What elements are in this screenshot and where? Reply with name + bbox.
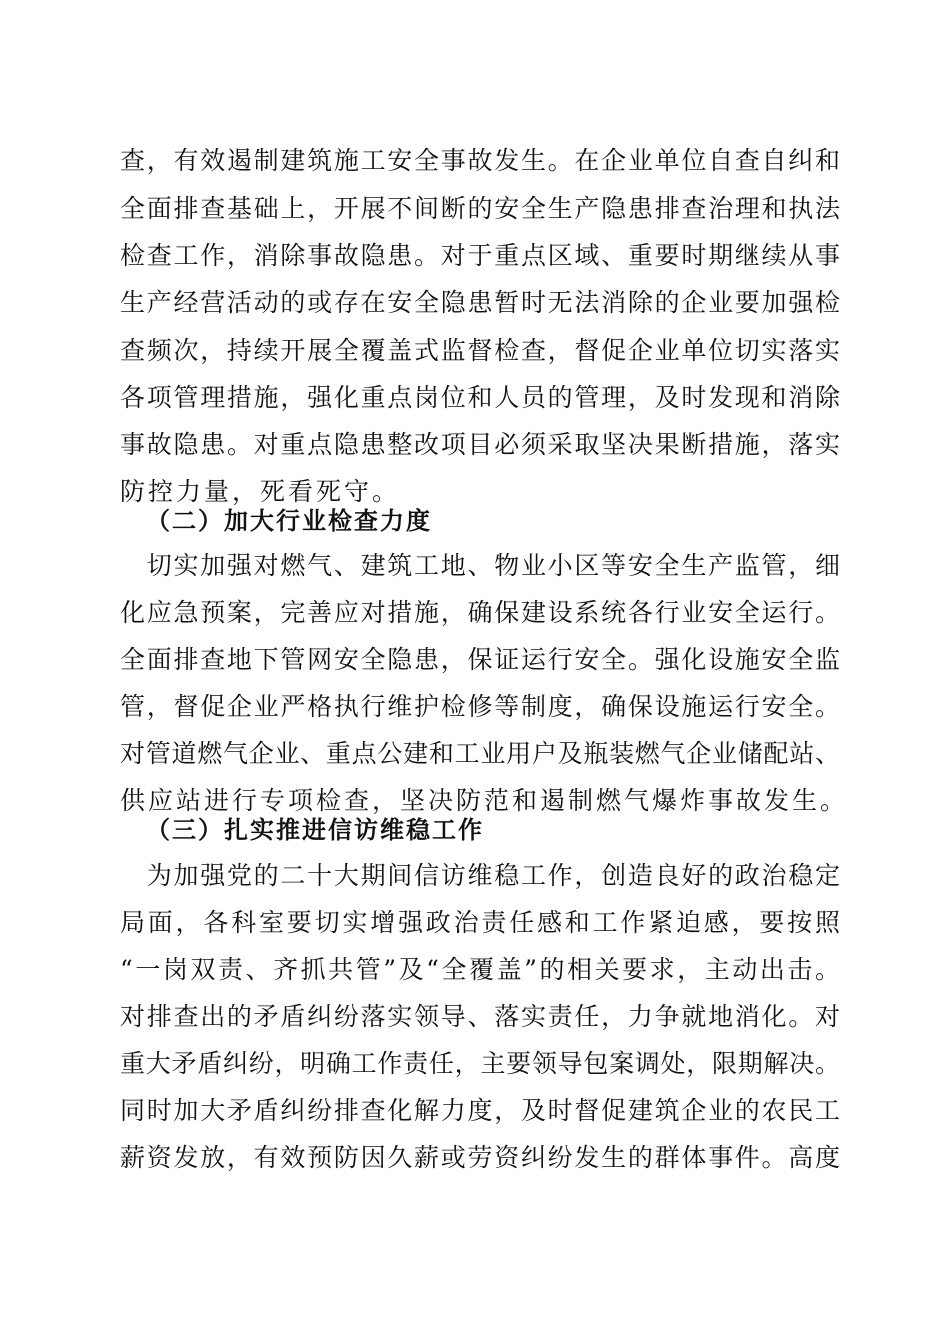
- para1-line-6: 各项管理措施，强化重点岗位和人员的管理，及时发现和消除: [120, 383, 840, 412]
- para3-line-7: 薪资发放，有效预防因久薪或劳资纠纷发生的群体事件。高度: [120, 1143, 840, 1172]
- para1-line-3: 检查工作，消除事故隐患。对于重点区域、重要时期继续从事: [120, 241, 840, 270]
- para1-line-4: 生产经营活动的或存在安全隐患暂时无法消除的企业要加强检: [120, 288, 840, 317]
- section-heading-3: （三）扎实推进信访维稳工作: [146, 815, 484, 844]
- para2-line-6: 供应站进行专项检查，坚决防范和遏制燃气爆炸事故发生。: [120, 786, 849, 815]
- para3-line-1: 为加强党的二十大期间信访维稳工作，创造良好的政治稳定: [120, 861, 840, 890]
- para3-line-2: 局面，各科室要切实增强政治责任感和工作紧迫感，要按照: [120, 908, 840, 937]
- para2-line-4: 管，督促企业严格执行维护检修等制度，确保设施运行安全。: [120, 692, 840, 721]
- para2-line-1: 切实加强对燃气、建筑工地、物业小区等安全生产监管，细: [120, 551, 840, 580]
- para1-line-2: 全面排查基础上，开展不间断的安全生产隐患排查治理和执法: [120, 194, 840, 223]
- para2-line-5: 对管道燃气企业、重点公建和工业用户及瓶装燃气企业储配站、: [120, 739, 840, 768]
- para1-line-8: 防控力量，死看死守。: [120, 477, 401, 506]
- para2-line-3: 全面排查地下管网安全隐患，保证运行安全。强化设施安全监: [120, 645, 840, 674]
- para3-line-3: “一岗双责、齐抓共管”及“全覆盖”的相关要求，主动出击。: [120, 955, 840, 984]
- para2-line-2: 化应急预案，完善应对措施，确保建设系统各行业安全运行。: [120, 598, 840, 627]
- para3-line-5: 重大矛盾纠纷，明确工作责任，主要领导包案调处，限期解决。: [120, 1049, 840, 1078]
- para3-line-4: 对排查出的矛盾纠纷落实领导、落实责任，力争就地消化。对: [120, 1002, 840, 1031]
- para3-line-6: 同时加大矛盾纠纷排查化解力度，及时督促建筑企业的农民工: [120, 1096, 840, 1125]
- para1-line-1: 查，有效遏制建筑施工安全事故发生。在企业单位自查自纠和: [120, 146, 840, 175]
- section-heading-2: （二）加大行业检查力度: [146, 506, 432, 535]
- para1-line-5: 查频次，持续开展全覆盖式监督检查，督促企业单位切实落实: [120, 336, 840, 365]
- para1-line-7: 事故隐患。对重点隐患整改项目必须采取坚决果断措施，落实: [120, 430, 840, 459]
